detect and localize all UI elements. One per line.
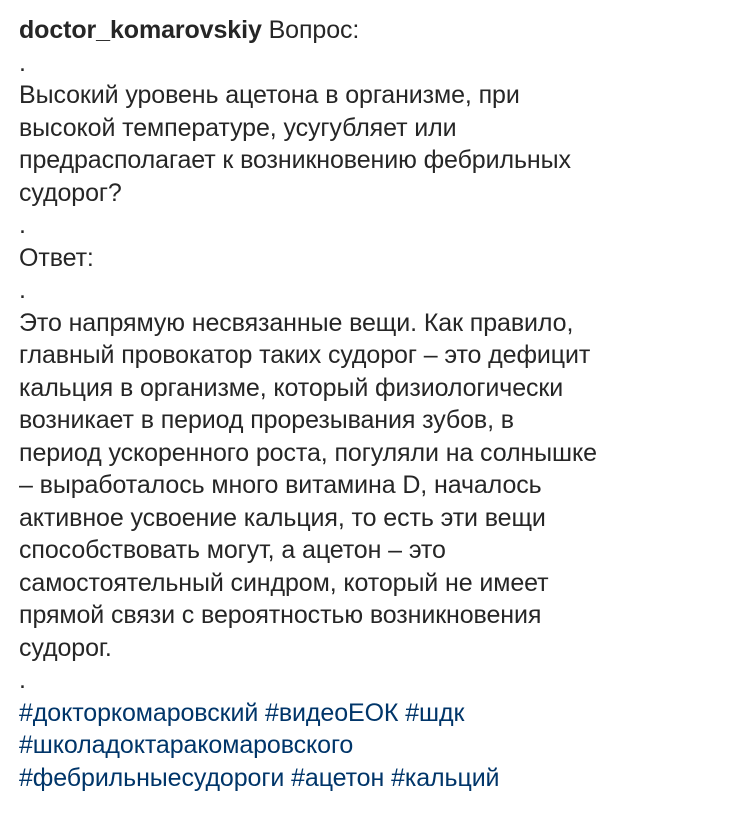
answer-line: возникает в период прорезывания зубов, в <box>19 406 514 434</box>
answer-line: самостоятельный синдром, который не имеет <box>19 568 549 597</box>
hashtag-row <box>19 729 727 762</box>
hashtag-row <box>19 697 727 730</box>
hashtag-link[interactable]: #ацетон <box>291 763 385 792</box>
post-caption <box>19 14 727 794</box>
caption-header <box>19 14 727 47</box>
question-line: предрасполагает к возникновению фебрильных <box>19 146 571 174</box>
answer-line: активное усвоение кальция, то есть эти вещи <box>19 503 546 532</box>
answer-line: главный провокатор таких судорог – это дефицит <box>19 341 591 369</box>
answer-line: – выработалось много витамина D, началось <box>19 471 542 499</box>
separator-dot: . <box>19 276 26 304</box>
answer-line: судорог. <box>19 633 112 662</box>
separator-dot: . <box>19 48 26 77</box>
answer-label: Ответ: <box>19 243 94 272</box>
hashtag-link[interactable]: #фебрильныесудороги <box>19 763 285 792</box>
separator-dot: . <box>19 666 26 694</box>
question-line: Высокий уровень ацетона в организме, при <box>19 81 520 109</box>
hashtag-link[interactable]: #шдк <box>405 698 465 727</box>
answer-line: прямой связи с вероятностью возникновения <box>19 601 542 629</box>
hashtag-link[interactable]: #видеоЕОК <box>265 698 399 727</box>
question-line: высокой температуре, усугубляет или <box>19 113 457 142</box>
username-link[interactable]: doctor_komarovskiy <box>19 16 262 44</box>
answer-line: кальция в организме, который физиологически <box>19 373 564 402</box>
question-label: Вопрос: <box>268 16 360 44</box>
hashtag-link[interactable]: #докторкомаровский <box>19 698 259 727</box>
hashtag-link[interactable]: #кальций <box>391 763 500 792</box>
answer-line: Это напрямую несвязанные вещи. Как правило, <box>19 308 574 337</box>
separator-dot: . <box>19 211 26 239</box>
answer-line: период ускоренного роста, погуляли на солнышке <box>19 438 597 467</box>
hashtag-row <box>19 762 727 795</box>
question-line: судорог? <box>19 178 122 207</box>
answer-line: способствовать могут, а ацетон – это <box>19 536 446 564</box>
hashtag-link[interactable]: #школадоктаракомаровского <box>19 731 354 759</box>
